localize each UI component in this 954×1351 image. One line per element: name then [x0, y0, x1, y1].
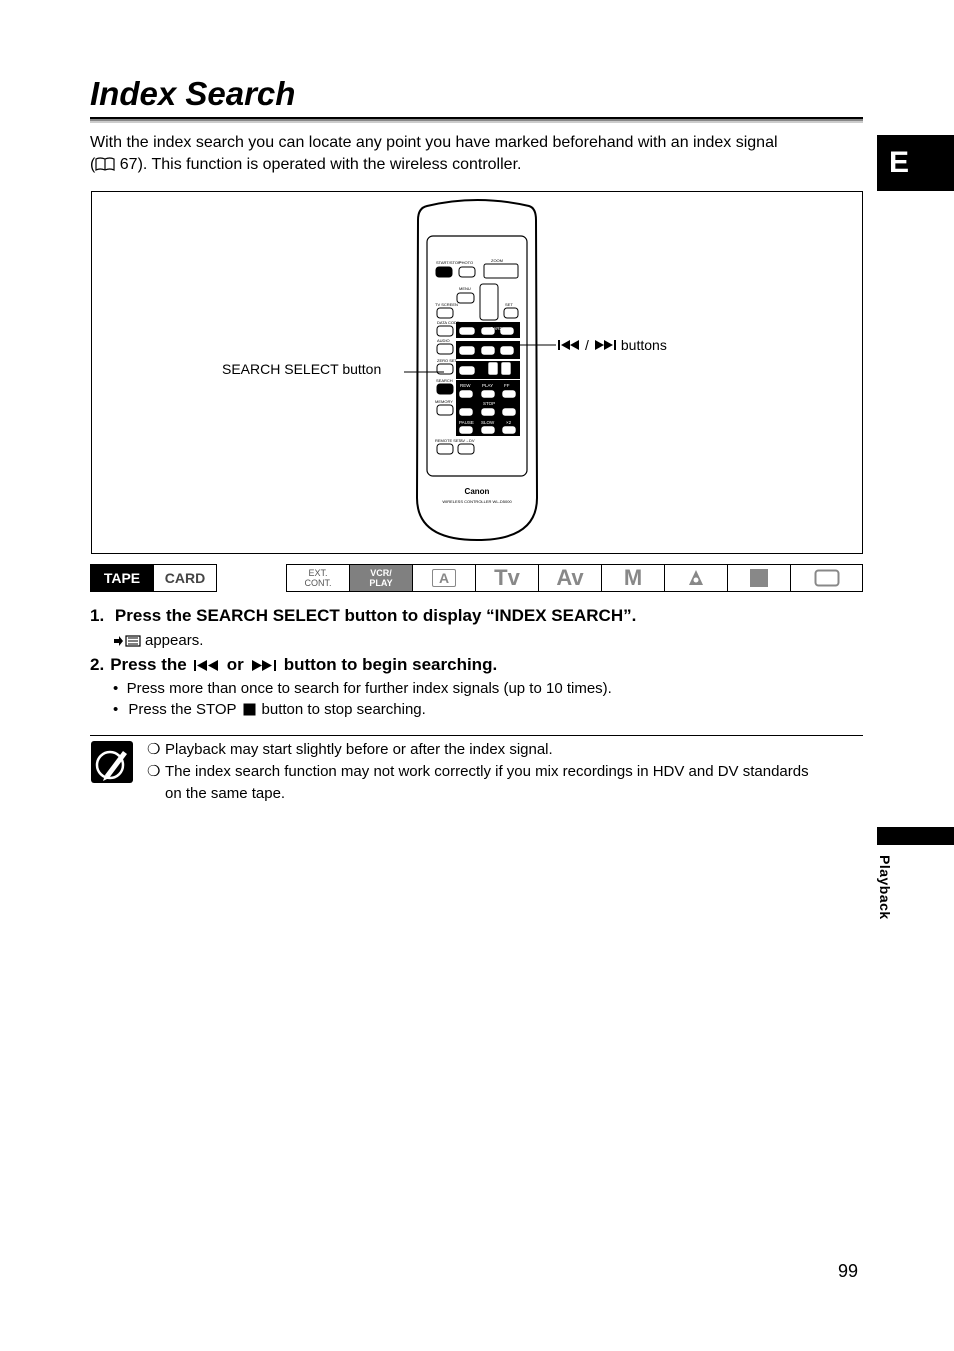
svg-text:PHOTO: PHOTO [459, 260, 474, 265]
callout-skip-label: buttons [620, 337, 667, 353]
mode-vcr-label-1: VCR/ [370, 568, 392, 578]
note-item-continued [147, 783, 863, 805]
mode-auto [412, 564, 476, 592]
step-1-result [113, 632, 203, 649]
mode-night [727, 564, 791, 592]
svg-text:×2: ×2 [506, 420, 512, 425]
stop-icon [243, 703, 256, 716]
skip-forward-icon [593, 339, 617, 351]
mode-tape [90, 564, 154, 592]
step-2-bullet-1-text: Press more than once to search for further index signals (up to 10 times). [126, 680, 612, 697]
step-2-text-post: button to begin searching. [283, 655, 498, 674]
step-1 [90, 606, 636, 626]
mode-av [538, 564, 602, 592]
svg-text:REW: REW [460, 383, 471, 388]
mode-manual [601, 564, 665, 592]
mode-auto-label: A [432, 569, 456, 587]
page-number: 99 [838, 1261, 859, 1281]
step-2-text-pre: Press the [110, 655, 187, 674]
mode-manual-label: M [623, 565, 643, 590]
step-2-number: 2. [90, 655, 105, 674]
book-reference-icon [95, 157, 115, 171]
step-1-text: Press the SEARCH SELECT button to display “INDEX SEARCH”. [114, 606, 637, 625]
step-2 [90, 655, 497, 675]
callout-leader-skip [490, 340, 556, 350]
svg-text:AUDIO: AUDIO [437, 338, 450, 343]
svg-text:CARD: CARD [490, 326, 503, 331]
notes-list [147, 739, 863, 805]
svg-text:SLOW: SLOW [481, 420, 495, 425]
mode-av-label: Av [556, 565, 584, 590]
svg-text:PAUSE: PAUSE [459, 420, 474, 425]
skip-forward-icon [250, 659, 278, 672]
step-2-bullet-2-text-post: button to stop searching. [261, 701, 426, 718]
note-item: ❍ The index search function may not work correctly if you mix recordings in HDV and DV standards [147, 763, 809, 780]
svg-text:SET: SET [505, 302, 513, 307]
intro-paren: ( [90, 156, 96, 173]
page-title: Index Search [90, 75, 296, 112]
mode-vcr-play [349, 564, 413, 592]
mode-card-label: CARD [164, 570, 206, 586]
step-2-text-or: or [226, 655, 244, 674]
svg-text:REMOTE SET: REMOTE SET [435, 438, 462, 443]
callout-search-select: SEARCH SELECT button [222, 361, 382, 377]
note-item-2-text-cont: on the same tape. [165, 785, 286, 802]
mode-tv-label: Tv [494, 565, 520, 590]
mode-vcr-label-2: PLAY [369, 578, 393, 588]
step-1-result-text: appears. [145, 632, 204, 649]
remote-brand: Canon [464, 487, 490, 496]
scene-mode-icon [687, 569, 705, 587]
svg-text:AV→DV: AV→DV [460, 438, 475, 443]
side-tab-bar [877, 827, 954, 845]
step-1-number: 1. [90, 606, 105, 625]
svg-text:TV SCREEN: TV SCREEN [435, 302, 458, 307]
svg-text:SEARCH: SEARCH [436, 378, 453, 383]
svg-text:FF: FF [504, 383, 510, 388]
mode-tv [475, 564, 539, 592]
note-item: ❍ Playback may start slightly before or after the index signal. [147, 741, 553, 758]
side-tab-label: Playback [877, 855, 893, 920]
section-tab-e [877, 135, 954, 191]
svg-text:START/STOP: START/STOP [436, 260, 461, 265]
mode-ext-cont [286, 564, 350, 592]
intro-paragraph [90, 132, 850, 176]
night-mode-icon [750, 569, 768, 587]
svg-text:ZOOM: ZOOM [491, 258, 503, 263]
mode-ext-label-2: CONT. [304, 578, 332, 588]
svg-text:DATA CODE: DATA CODE [437, 320, 460, 325]
title-rule [90, 117, 863, 123]
step-2-bullet-2-text-pre: Press the STOP [128, 701, 237, 718]
mode-frame [790, 564, 863, 592]
svg-text:STOP: STOP [483, 401, 496, 406]
mode-strip [90, 564, 863, 592]
remote-model: WIRELESS CONTROLLER WL-D5000 [442, 499, 512, 504]
callout-leader-search-select [404, 368, 446, 378]
section-tab-label: E [889, 146, 910, 179]
callout-skip-separator: / [585, 337, 589, 353]
mode-ext-label-1: EXT. [308, 568, 328, 578]
intro-line-1: With the index search you can locate any point you have marked beforehand with an index signal [90, 134, 778, 151]
step-2-bullet-2: • Press the STOP button to stop searching. [113, 701, 426, 718]
svg-text:PLAY: PLAY [482, 383, 494, 388]
mode-card [153, 564, 217, 592]
note-item-2-text: The index search function may not work correctly if you mix recordings in HDV and DV standards [165, 763, 809, 780]
mode-tape-label: TAPE [103, 570, 141, 586]
skip-back-icon [557, 339, 581, 351]
notes-divider [90, 735, 863, 736]
note-icon [91, 741, 133, 783]
mode-scene [664, 564, 728, 592]
svg-text:MEMORY: MEMORY [435, 399, 453, 404]
callout-skip-buttons [557, 337, 667, 353]
frame-mode-icon [814, 569, 840, 587]
index-search-display-icon [113, 634, 141, 648]
svg-text:ZERO SET: ZERO SET [437, 358, 458, 363]
note-item-1-text: Playback may start slightly before or after the index signal. [165, 741, 553, 758]
svg-text:MENU: MENU [459, 286, 471, 291]
intro-line-2: 67). This function is operated with the wireless controller. [115, 156, 522, 173]
skip-back-icon [193, 659, 221, 672]
step-2-bullet-1: • Press more than once to search for further index signals (up to 10 times). [113, 680, 612, 697]
